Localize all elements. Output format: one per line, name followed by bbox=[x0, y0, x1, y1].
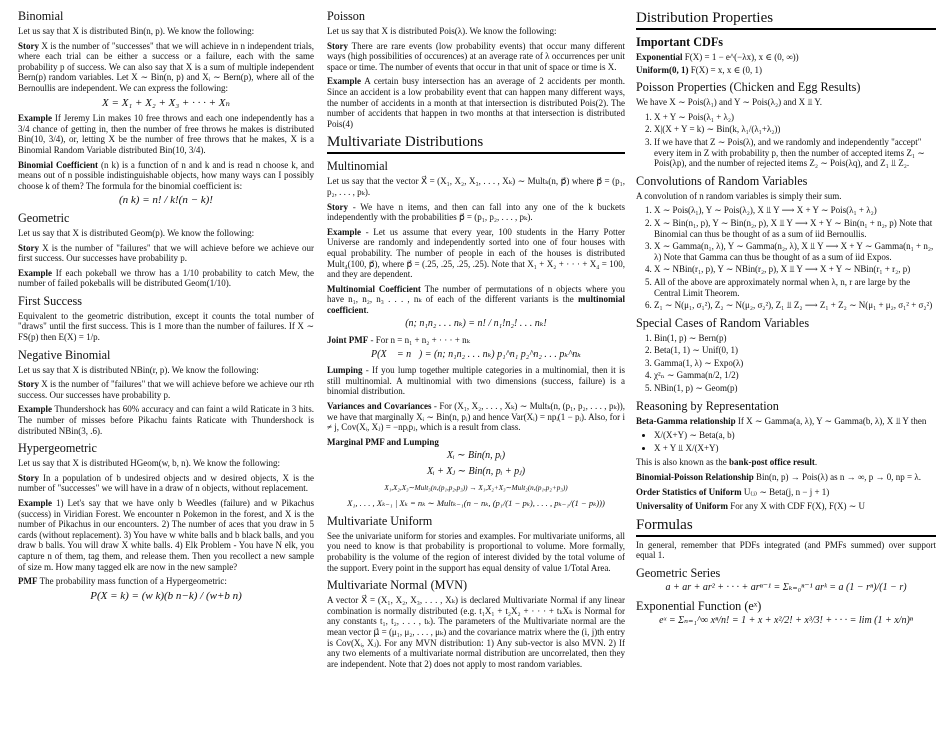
joint-label: Joint PMF bbox=[327, 335, 369, 346]
multinomial-example bbox=[327, 227, 625, 280]
list-item: 1. X + Y ∼ Pois(λ₁ + λ₂) bbox=[654, 112, 936, 123]
bankpost-term: bank-post office result bbox=[729, 457, 815, 468]
first-success-heading: First Success bbox=[18, 293, 82, 308]
multinomial-story bbox=[327, 202, 625, 223]
example-label: Example bbox=[18, 267, 53, 278]
convolutions-heading: Convolutions of Random Variables bbox=[636, 173, 808, 188]
geometric-series-equation: a + ar + ar² + · · · + arⁿ⁻¹ = Σₖ₌₀ⁿ⁻¹ arᵏ = a (1 − rⁿ)/(1 − r) bbox=[665, 582, 907, 593]
geometric-example bbox=[18, 268, 314, 289]
mvn-text: A vector X⃗ = (X₁, X₂, X₃, . . . , Xₖ) is declared Multivariate Normal if any linear combination is normally distributed (e.g. t₁X₁ + t₂X₂ + · · · + tₖXₖ is Normal for any constants t₁, t₂, . . . , tₖ). The parameters of the Multivariate normal are the mean vector μ⃗ = (μ₁, μ₂, . . . , μₖ) and the covariance matrix where the (i, j)th entry is Cov(Xᵢ, Xⱼ). For any MVN distribution: 1) Any sub-vector is also MVN. 2) If any two elements of a multivariate normal distribution are uncorrelated, then they are independent. Note that 2) does not apply to most random variables. bbox=[327, 595, 625, 669]
geometric-intro: Let us say that X is distributed Geom(p). We know the following: bbox=[18, 227, 255, 238]
multivariate-uniform-heading: Multivariate Uniform bbox=[327, 513, 433, 528]
example-text: 1) Let's say that we have only b Weedles (failure) and w Pikachus (success) in Viridian Forest. We encounter n Pokemon in the forest, and X is the number of Pikachus in our encounters. 2) The number of aces that you draw in 5 cards (without replacement). 3) You have w white balls and b black balls, and you draw b balls. You will draw X white balls. 4) Elk Problem - You have N elk, you capture n of them, tag them, and release them. Then you recollect a new sample of size m. How many tagged elk are now in the new sample? bbox=[18, 498, 314, 572]
story-label: Story bbox=[327, 201, 348, 212]
special-cases-list bbox=[636, 333, 936, 394]
exponential-function-equation: eˣ = Σₙ₌₁^∞ xⁿ/n! = 1 + x + x²/2! + x³/3! + · · · = lim (1 + x/n)ⁿ bbox=[659, 614, 913, 626]
order-statistics bbox=[636, 487, 936, 498]
negative-binomial-example bbox=[18, 404, 314, 436]
list-item: 3. Gamma(1, λ) ∼ Expo(λ) bbox=[654, 358, 936, 369]
exponential-cdf bbox=[636, 52, 936, 63]
lumping-text: - If you lump together multiple categories in a multinomial, then it is still multinomial. A multinomial with two dimensions (success, failure) is a binomial distribution. bbox=[327, 365, 625, 397]
list-item: 4. χ²ₙ ∼ Gamma(n/2, 1/2) bbox=[654, 370, 936, 381]
formulas-title: Formulas bbox=[636, 517, 936, 537]
univ-text: For any X with CDF F(X), F(X) ∼ U bbox=[728, 501, 866, 512]
example-label: Example bbox=[327, 76, 362, 87]
list-item: 3. X ∼ Gamma(n₁, λ), Y ∼ Gamma(n₂, λ), X ⫫ Y ⟶ X + Y ∼ Gamma(n₁ + n₂, λ) Note that Gamma can thus be thought of as a sum of iid Expos. bbox=[654, 241, 936, 262]
bg-label: Beta-Gamma relationship bbox=[636, 415, 736, 426]
lumping bbox=[327, 365, 625, 397]
list-item: 5. All of the above are approximately normal when λ, n, r are large by the Central Limit Theorem. bbox=[654, 277, 936, 298]
geometric-heading: Geometric bbox=[18, 210, 70, 225]
unif-label: Uniform(0, 1) bbox=[636, 64, 689, 75]
list-item: 4. X ∼ NBin(r₁, p), Y ∼ NBin(r₂, p), X ⫫ Y ⟶ X + Y ∼ NBin(r₁ + r₂, p) bbox=[654, 264, 936, 275]
binomial-intro: Let us say that X is distributed Bin(n, p). We know the following: bbox=[18, 26, 255, 36]
negative-binomial-heading: Negative Binomial bbox=[18, 347, 111, 362]
example-text: Thundershock has 60% accuracy and can faint a wild Raticate in 3 hits. The number of misses before Pikachu faints Raticate with Thundershock is distributed NBin(3, .6). bbox=[18, 404, 314, 436]
example-label: Example bbox=[18, 404, 53, 415]
marginal-equation-2: Xᵢ + Xⱼ ∼ Bin(n, pᵢ + pⱼ) bbox=[426, 466, 526, 477]
multivariate-uniform-text: See the univariate uniform for stories and examples. For multivariate uniforms, all you need to know is that probability is proportional to volume. More formally, probability is the volume of the region of interest divided by the total volume of the support. Every point in the support has equal density of value 1/Total Area. bbox=[327, 530, 625, 573]
beta-gamma-bullets bbox=[636, 430, 936, 453]
bp-label: Binomial-Poisson Relationship bbox=[636, 472, 754, 483]
poisson-properties-list bbox=[636, 112, 936, 169]
list-item: 1. Bin(1, p) ∼ Bern(p) bbox=[654, 333, 936, 344]
marginal-equation-1: Xᵢ ∼ Bin(n, pᵢ) bbox=[446, 450, 506, 462]
bp-text: Bin(n, p) → Pois(λ) as n → ∞, p → 0, np = λ. bbox=[753, 472, 921, 483]
list-item: 5. NBin(1, p) ∼ Geom(p) bbox=[654, 383, 936, 394]
hypergeometric-pmf bbox=[18, 576, 314, 587]
hypergeometric-intro: Let us say that X is distributed HGeom(w, b, n). We know the following: bbox=[18, 458, 280, 469]
multinomial-coef-equation: (n; n₁n₂ . . . nₖ) = n! / n₁!n₂! . . . nₖ! bbox=[405, 318, 547, 330]
story-text: X is the number of "successes" that we will achieve in n independent trials, where each trial can be either a success or a failure, each with the same probability p of success. We can also say that X is a sum of multiple independent Bern(p) random variables. Let X ∼ Bin(n, p) and Xᵢ ∼ Bern(p), where all of the Bernoullis are independent. We can express the following: bbox=[18, 40, 314, 93]
story-text: - We have n items, and then can fall into any one of the k buckets independently with the probabilities p⃗ = (p₁, p₂, . . . , pₖ). bbox=[327, 201, 625, 223]
multinomial-intro: Let us say that the vector X⃗ = (X₁, X₂, X₃, . . . , Xₖ) ∼ Multₖ(n, p⃗) where p⃗ = (p₁, p₂, . . . , pₖ). bbox=[327, 176, 625, 197]
pmf-label: PMF bbox=[18, 576, 38, 587]
story-label: Story bbox=[18, 40, 39, 51]
list-item: 6. Z₁ ∼ N(μ₁, σ₁²), Z₂ ∼ N(μ₂, σ₂²), Z₁ ⫫ Z₂ ⟶ Z₁ + Z₂ ∼ N(μ₁ + μ₂, σ₁² + σ₂²) bbox=[654, 300, 936, 311]
example-text: If each pokeball we throw has a 1/10 probability to catch Mew, the number of failed pokeballs will be distributed Geom(1/10). bbox=[18, 267, 314, 289]
column-3 bbox=[636, 10, 936, 631]
coef-label: Multinomial Coefficient bbox=[327, 283, 421, 294]
pmf-text: The probability mass function of a Hypergeometric: bbox=[37, 576, 227, 587]
list-item: 2. Beta(1, 1) ∼ Unif(0, 1) bbox=[654, 345, 936, 356]
reasoning-heading: Reasoning by Representation bbox=[636, 398, 779, 413]
example-label: Example bbox=[327, 226, 362, 237]
binomial-story bbox=[18, 41, 314, 94]
example-label: Example bbox=[18, 498, 53, 508]
varcov-label: Variances and Covariances bbox=[327, 401, 432, 412]
important-cdfs-heading: Important CDFs bbox=[636, 35, 724, 49]
multinomial-heading: Multinomial bbox=[327, 159, 388, 174]
formulas-intro: In general, remember that PDFs integrated (and PMFs summed) over support equal 1. bbox=[636, 539, 936, 561]
multinomial-coefficient bbox=[327, 284, 625, 316]
hypergeometric-pmf-equation: P(X = k) = (w k)(b n−k) / (w+b n) bbox=[90, 589, 242, 602]
coef-text: The number of permutations of n objects where you have n₁, n₂, n₃ . . . , nₖ of each of the different variants is the bbox=[327, 283, 625, 305]
binomial-sum-equation: X = X₁ + X₂ + X₃ + · · · + Xₙ bbox=[102, 96, 230, 109]
hypergeometric-story bbox=[18, 473, 314, 494]
marginal-label: Marginal PMF and Lumping bbox=[327, 436, 439, 447]
example-text: A certain busy intersection has an average of 2 accidents per month. Since an accident is a low probability event that can happen many different ways, the number of accidents in a month at that intersection is distributed Pois(2). The number of accidents that happen in two months at that intersection is distributed Pois(4) bbox=[327, 76, 625, 129]
poisson-heading: Poisson bbox=[327, 9, 365, 23]
example-text: - Let us assume that every year, 100 students in the Harry Potter Universe are randomly and independently sorted into one of four houses with equal probability. The number of people in each of the houses is distributed Mult₄(100, p⃗), where p⃗ = (.25, .25, .25, .25). Note that X₁ + X₂ + · · · + X₄ = 100, and they are dependent. bbox=[327, 226, 625, 280]
coef-end: . bbox=[366, 304, 369, 315]
joint-pmf-equation: P(X⃗ = n⃗) = (n; n₁n₂ . . . nₖ) p₁^n₁ p₂^n₂ . . . pₖ^nₖ bbox=[371, 348, 581, 360]
poisson-intro: Let us say that X is distributed Pois(λ). We know the following: bbox=[327, 26, 557, 36]
geometric-story bbox=[18, 243, 314, 264]
os-text: U₍ⱼ₎ ∼ Beta(j, n − j + 1) bbox=[741, 486, 830, 497]
poisson-example bbox=[327, 76, 625, 129]
multivariate-section-title: Multivariate Distributions bbox=[327, 134, 625, 154]
poisson-story bbox=[327, 41, 625, 73]
example-text: If Jeremy Lin makes 10 free throws and each one independently has a 3/4 chance of getting in, then the number of free throws he makes is distributed Bin(10, 3/4), or, letting X be the number of free throws that he makes, X is a Binomial Random Variable distributed Bin(10, 3/4). bbox=[18, 113, 314, 155]
geometric-series-heading: Geometric Series bbox=[636, 566, 721, 580]
coef-label: Binomial Coefficient bbox=[18, 159, 98, 170]
list-item: • X + Y ⫫ X/(X+Y) bbox=[654, 443, 936, 454]
convolutions-list bbox=[636, 205, 936, 310]
poisson-properties-intro: We have X ∼ Pois(λ₁) and Y ∼ Pois(λ₂) and X ⫫ Y. bbox=[636, 97, 822, 108]
joint-pmf bbox=[327, 335, 625, 346]
univ-label: Universality of Uniform bbox=[636, 501, 728, 512]
coef-term: multinomial coefficient bbox=[327, 294, 625, 315]
exp-label: Exponential bbox=[636, 52, 683, 62]
hypergeometric-heading: Hypergeometric bbox=[18, 441, 97, 456]
distribution-properties-title: Distribution Properties bbox=[636, 10, 936, 30]
negative-binomial-intro: Let us say that X is distributed NBin(r, p). We know the following: bbox=[18, 364, 259, 375]
story-text: In a population of b undesired objects and w desired objects, X is the number of "successes" we will have in a draw of n objects, without replacement. bbox=[18, 472, 314, 494]
binomial-coefficient bbox=[18, 160, 314, 192]
exp-text: F(X) = 1 − e^(−λx), x ∈ (0, ∞)) bbox=[682, 52, 799, 62]
variances-covariances bbox=[327, 401, 625, 433]
first-success-text: Equivalent to the geometric distribution, except it counts the total number of "draws" until the first success. This is 1 more than the number of failures. If X ∼ FS(p) then E(X) = 1/p. bbox=[18, 310, 314, 343]
list-item: 2. X|(X + Y = k) ∼ Bin(k, λ₁/(λ₁+λ₂)) bbox=[654, 124, 936, 135]
list-item: 2. X ∼ Bin(n₁, p), Y ∼ Bin(n₂, p), X ⫫ Y ⟶ X + Y ∼ Bin(n₁ + n₂, p) Note that Binomial can thus be thought of as a sum of iid Bernoullis. bbox=[654, 218, 936, 239]
universality bbox=[636, 501, 936, 512]
unif-text: F(X) = x, x ∈ (0, 1) bbox=[688, 64, 762, 75]
varcov-text: - For (X₁, X₂, . . . , Xₖ) ∼ Multₖ(n, (p₁, p₂, . . . , pₖ)), we have that marginally Xᵢ ∼ Bin(n, pᵢ) and hence Var(Xᵢ) = npᵢ(1 − pᵢ). Also, for i ≠ j, Cov(Xᵢ, Xⱼ) = −npᵢpⱼ, which is a result from class. bbox=[327, 401, 625, 433]
special-cases-heading: Special Cases of Random Variables bbox=[636, 315, 810, 330]
mvn-heading: Multivariate Normal (MVN) bbox=[327, 578, 468, 593]
story-label: Story bbox=[18, 379, 39, 390]
coef-text: (n k) is a function of n and k and is read n choose k, and means out of n possible indistinguishable objects, how many ways can I possibly choose k of them? The formula for the binomial coefficient is: bbox=[18, 159, 314, 191]
marginal-equation-4: X₁, . . . , Xₖ₋₁ | Xₖ = nₖ ∼ Multₖ₋₁(n − nₖ, (p₁/(1 − pₖ), . . . , pₖ₋₁/(1 − pₖ))) bbox=[347, 498, 605, 509]
story-label: Story bbox=[18, 472, 39, 483]
uniform-cdf bbox=[636, 65, 936, 76]
list-item: 3. If we have that Z ∼ Pois(λ), and we randomly and independently "accept" every item in Z with probability p, then the number of accepted items Z₁ ∼ Pois(λp), and the number of rejected items Z₂ ∼ Pois(λq), and Z₁ ⫫ Z₂. bbox=[654, 137, 936, 169]
binomial-coef-equation: (n k) = n! / k!(n − k)! bbox=[119, 194, 213, 207]
story-text: X is the number of "failures" that we will achieve before we achieve our first success. Our successes have probability p. bbox=[18, 242, 314, 264]
story-label: Story bbox=[18, 242, 39, 253]
joint-text: - For n = n₁ + n₂ + · · · + nₖ bbox=[368, 335, 470, 346]
exponential-function-heading: Exponential Function (eˣ) bbox=[636, 598, 762, 613]
bg-text: If X ∼ Gamma(a, λ), Y ∼ Gamma(b, λ), X ⫫ Y then bbox=[735, 415, 927, 426]
bank-post-office bbox=[636, 457, 936, 468]
marginal-pmf bbox=[327, 437, 625, 448]
story-text: There are rare events (low probability events) that occur many different ways (high possibilities of occurences) at an average rate of λ occurrences per unit space or time. The number of events that occur in that unit of space or time is X. bbox=[327, 40, 625, 72]
beta-gamma bbox=[636, 416, 936, 427]
binomial-poisson bbox=[636, 472, 936, 483]
bankpost-text: This is also known as the bbox=[636, 457, 729, 468]
bankpost-end: . bbox=[814, 457, 818, 468]
hypergeometric-example bbox=[18, 498, 314, 572]
negative-binomial-story bbox=[18, 379, 314, 400]
poisson-properties-heading: Poisson Properties (Chicken and Egg Results) bbox=[636, 80, 861, 95]
lumping-label: Lumping bbox=[327, 365, 363, 376]
example-label: Example bbox=[18, 113, 53, 124]
story-label: Story bbox=[327, 40, 348, 51]
list-item: • X/(X+Y) ∼ Beta(a, b) bbox=[654, 430, 936, 441]
os-label: Order Statistics of Uniform bbox=[636, 486, 742, 497]
list-item: 1. X ∼ Pois(λ₁), Y ∼ Pois(λ₂), X ⫫ Y ⟶ X + Y ∼ Pois(λ₁ + λ₂) bbox=[654, 205, 936, 216]
column-1 bbox=[18, 10, 314, 606]
story-text: X is the number of "failures" that we will achieve before we achieve our rth success. Our successes have probability p. bbox=[18, 379, 314, 400]
convolutions-intro: A convolution of n random variables is simply their sum. bbox=[636, 190, 842, 201]
binomial-example bbox=[18, 113, 314, 155]
column-2 bbox=[327, 10, 625, 673]
marginal-equation-3: X₁,X₂,X₃∼Mult₃(n,(p₁,p₂,p₃)) → X₁,X₂+X₃∼Mult₂(n,(p₁,p₂+p₃)) bbox=[384, 483, 568, 492]
binomial-heading: Binomial bbox=[18, 9, 64, 23]
